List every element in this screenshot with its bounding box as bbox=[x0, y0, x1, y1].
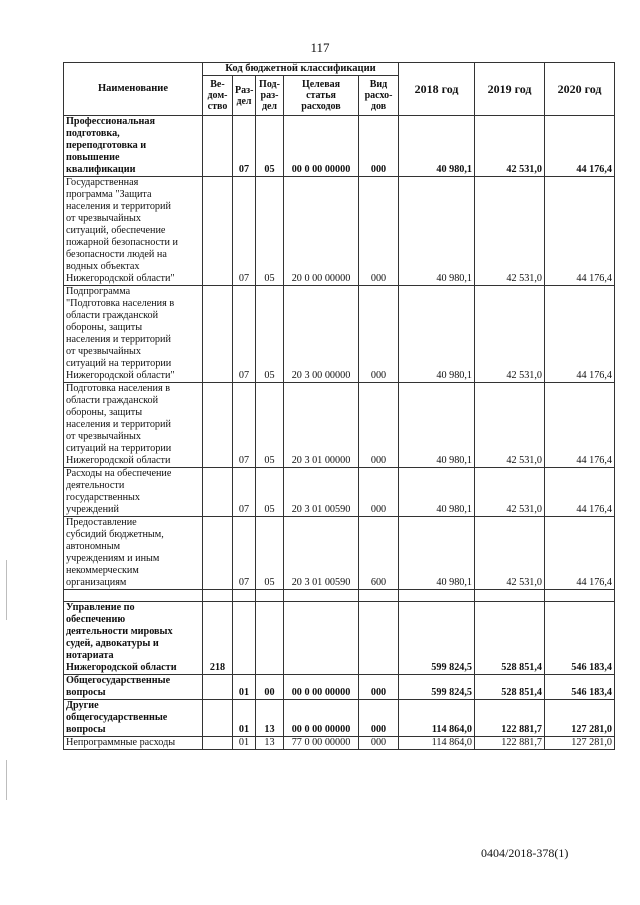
row-target-article: 77 0 00 00000 bbox=[284, 737, 359, 750]
row-name: Предоставление субсидий бюджетным, автономным учреждениям и иным некоммерческим организациям bbox=[64, 517, 203, 590]
scan-edge-mark bbox=[6, 560, 7, 620]
row-subsection bbox=[256, 590, 284, 602]
row-expense-type: 000 bbox=[359, 675, 399, 700]
header-expense-type: Вид расхо- дов bbox=[359, 76, 399, 116]
row-department bbox=[203, 700, 233, 737]
row-department bbox=[203, 177, 233, 286]
row-value-2020: 44 176,4 bbox=[545, 468, 615, 517]
row-name: Другие общегосударственные вопросы bbox=[64, 700, 203, 737]
scan-edge-mark bbox=[6, 760, 7, 800]
row-section: 01 bbox=[233, 675, 256, 700]
table-row bbox=[64, 517, 615, 590]
row-subsection: 05 bbox=[256, 517, 284, 590]
table-row bbox=[64, 116, 615, 177]
row-value-2020: 44 176,4 bbox=[545, 177, 615, 286]
row-value-2020 bbox=[545, 590, 615, 602]
row-target-article bbox=[284, 602, 359, 675]
row-value-2019: 528 851,4 bbox=[475, 602, 545, 675]
header-target-article: Целевая статья расходов bbox=[284, 76, 359, 116]
row-value-2018: 599 824,5 bbox=[399, 675, 475, 700]
row-value-2018: 40 980,1 bbox=[399, 177, 475, 286]
table-row bbox=[64, 737, 615, 750]
row-name bbox=[64, 590, 203, 602]
table-row bbox=[64, 590, 615, 602]
row-value-2020: 127 281,0 bbox=[545, 700, 615, 737]
row-department bbox=[203, 116, 233, 177]
row-value-2020: 44 176,4 bbox=[545, 517, 615, 590]
row-department bbox=[203, 517, 233, 590]
row-value-2020: 44 176,4 bbox=[545, 383, 615, 468]
row-value-2019: 122 881,7 bbox=[475, 737, 545, 750]
row-expense-type: 000 bbox=[359, 383, 399, 468]
row-name: Профессиональная подготовка, переподготовка и повышение квалификации bbox=[64, 116, 203, 177]
row-value-2020: 44 176,4 bbox=[545, 116, 615, 177]
header-section: Раз- дел bbox=[233, 76, 256, 116]
row-name: Подготовка населения в области гражданской обороны, защиты населения и территорий от чрезвычайных ситуаций на территории Нижегородской области bbox=[64, 383, 203, 468]
row-target-article: 00 0 00 00000 bbox=[284, 116, 359, 177]
row-expense-type: 000 bbox=[359, 177, 399, 286]
table-row bbox=[64, 602, 615, 675]
row-department bbox=[203, 590, 233, 602]
row-subsection bbox=[256, 602, 284, 675]
header-name: Наименование bbox=[64, 63, 203, 116]
row-expense-type: 000 bbox=[359, 468, 399, 517]
budget-table bbox=[63, 62, 615, 750]
row-value-2019: 42 531,0 bbox=[475, 383, 545, 468]
row-target-article: 20 3 01 00590 bbox=[284, 468, 359, 517]
row-value-2019: 42 531,0 bbox=[475, 116, 545, 177]
row-subsection: 05 bbox=[256, 116, 284, 177]
document-code: 0404/2018-378(1) bbox=[481, 846, 569, 860]
page-number: 117 bbox=[310, 40, 330, 55]
row-target-article: 00 0 00 00000 bbox=[284, 700, 359, 737]
row-value-2020: 546 183,4 bbox=[545, 675, 615, 700]
row-section: 01 bbox=[233, 737, 256, 750]
row-target-article: 20 3 01 00590 bbox=[284, 517, 359, 590]
row-value-2018: 599 824,5 bbox=[399, 602, 475, 675]
row-value-2019: 122 881,7 bbox=[475, 700, 545, 737]
header-subsection: Под- раз- дел bbox=[256, 76, 284, 116]
row-department: 218 bbox=[203, 602, 233, 675]
row-value-2018: 40 980,1 bbox=[399, 286, 475, 383]
row-expense-type bbox=[359, 602, 399, 675]
header-year-2020: 2020 год bbox=[545, 63, 615, 116]
row-subsection: 05 bbox=[256, 468, 284, 517]
row-subsection: 00 bbox=[256, 675, 284, 700]
row-expense-type: 600 bbox=[359, 517, 399, 590]
row-subsection: 05 bbox=[256, 383, 284, 468]
row-name: Управление по обеспечению деятельности мировых судей, адвокатуры и нотариата Нижегородской области bbox=[64, 602, 203, 675]
row-value-2018 bbox=[399, 590, 475, 602]
header-year-2018: 2018 год bbox=[399, 63, 475, 116]
row-name: Общегосударственные вопросы bbox=[64, 675, 203, 700]
table-row bbox=[64, 286, 615, 383]
row-value-2019: 528 851,4 bbox=[475, 675, 545, 700]
row-target-article: 20 3 01 00000 bbox=[284, 383, 359, 468]
table-row bbox=[64, 675, 615, 700]
row-value-2019: 42 531,0 bbox=[475, 286, 545, 383]
row-target-article: 20 3 00 00000 bbox=[284, 286, 359, 383]
row-target-article: 00 0 00 00000 bbox=[284, 675, 359, 700]
row-section: 07 bbox=[233, 517, 256, 590]
header-department: Ве- дом- ство bbox=[203, 76, 233, 116]
row-subsection: 05 bbox=[256, 286, 284, 383]
table-row bbox=[64, 177, 615, 286]
row-section bbox=[233, 602, 256, 675]
header-budget-code: Код бюджетной классификации bbox=[203, 63, 399, 76]
row-name: Непрограммные расходы bbox=[64, 737, 203, 750]
table-row bbox=[64, 383, 615, 468]
row-department bbox=[203, 675, 233, 700]
row-value-2019: 42 531,0 bbox=[475, 468, 545, 517]
row-subsection: 05 bbox=[256, 177, 284, 286]
row-name: Расходы на обеспечение деятельности государственных учреждений bbox=[64, 468, 203, 517]
row-section: 07 bbox=[233, 286, 256, 383]
row-expense-type: 000 bbox=[359, 700, 399, 737]
row-expense-type bbox=[359, 590, 399, 602]
table-row bbox=[64, 700, 615, 737]
row-target-article bbox=[284, 590, 359, 602]
row-department bbox=[203, 286, 233, 383]
row-value-2018: 40 980,1 bbox=[399, 468, 475, 517]
header-year-2019: 2019 год bbox=[475, 63, 545, 116]
row-expense-type: 000 bbox=[359, 286, 399, 383]
row-department bbox=[203, 383, 233, 468]
table-body bbox=[64, 116, 615, 750]
row-value-2019: 42 531,0 bbox=[475, 517, 545, 590]
row-subsection: 13 bbox=[256, 737, 284, 750]
row-value-2020: 44 176,4 bbox=[545, 286, 615, 383]
row-value-2020: 127 281,0 bbox=[545, 737, 615, 750]
row-value-2018: 40 980,1 bbox=[399, 517, 475, 590]
row-section bbox=[233, 590, 256, 602]
row-target-article: 20 0 00 00000 bbox=[284, 177, 359, 286]
row-value-2019 bbox=[475, 590, 545, 602]
row-section: 01 bbox=[233, 700, 256, 737]
row-name: Подпрограмма "Подготовка населения в области гражданской обороны, защиты населения и территорий от чрезвычайных ситуаций на территории Нижегородской области" bbox=[64, 286, 203, 383]
table-row bbox=[64, 468, 615, 517]
row-section: 07 bbox=[233, 177, 256, 286]
row-value-2019: 42 531,0 bbox=[475, 177, 545, 286]
row-value-2018: 40 980,1 bbox=[399, 383, 475, 468]
row-subsection: 13 bbox=[256, 700, 284, 737]
row-value-2018: 40 980,1 bbox=[399, 116, 475, 177]
row-department bbox=[203, 468, 233, 517]
row-section: 07 bbox=[233, 116, 256, 177]
row-department bbox=[203, 737, 233, 750]
row-value-2020: 546 183,4 bbox=[545, 602, 615, 675]
row-value-2018: 114 864,0 bbox=[399, 737, 475, 750]
row-value-2018: 114 864,0 bbox=[399, 700, 475, 737]
row-expense-type: 000 bbox=[359, 737, 399, 750]
row-section: 07 bbox=[233, 383, 256, 468]
row-name: Государственная программа "Защита населения и территорий от чрезвычайных ситуаций, обеспечение пожарной безопасности и безопасности людей на водных объектах Нижегородской области" bbox=[64, 177, 203, 286]
row-expense-type: 000 bbox=[359, 116, 399, 177]
row-section: 07 bbox=[233, 468, 256, 517]
